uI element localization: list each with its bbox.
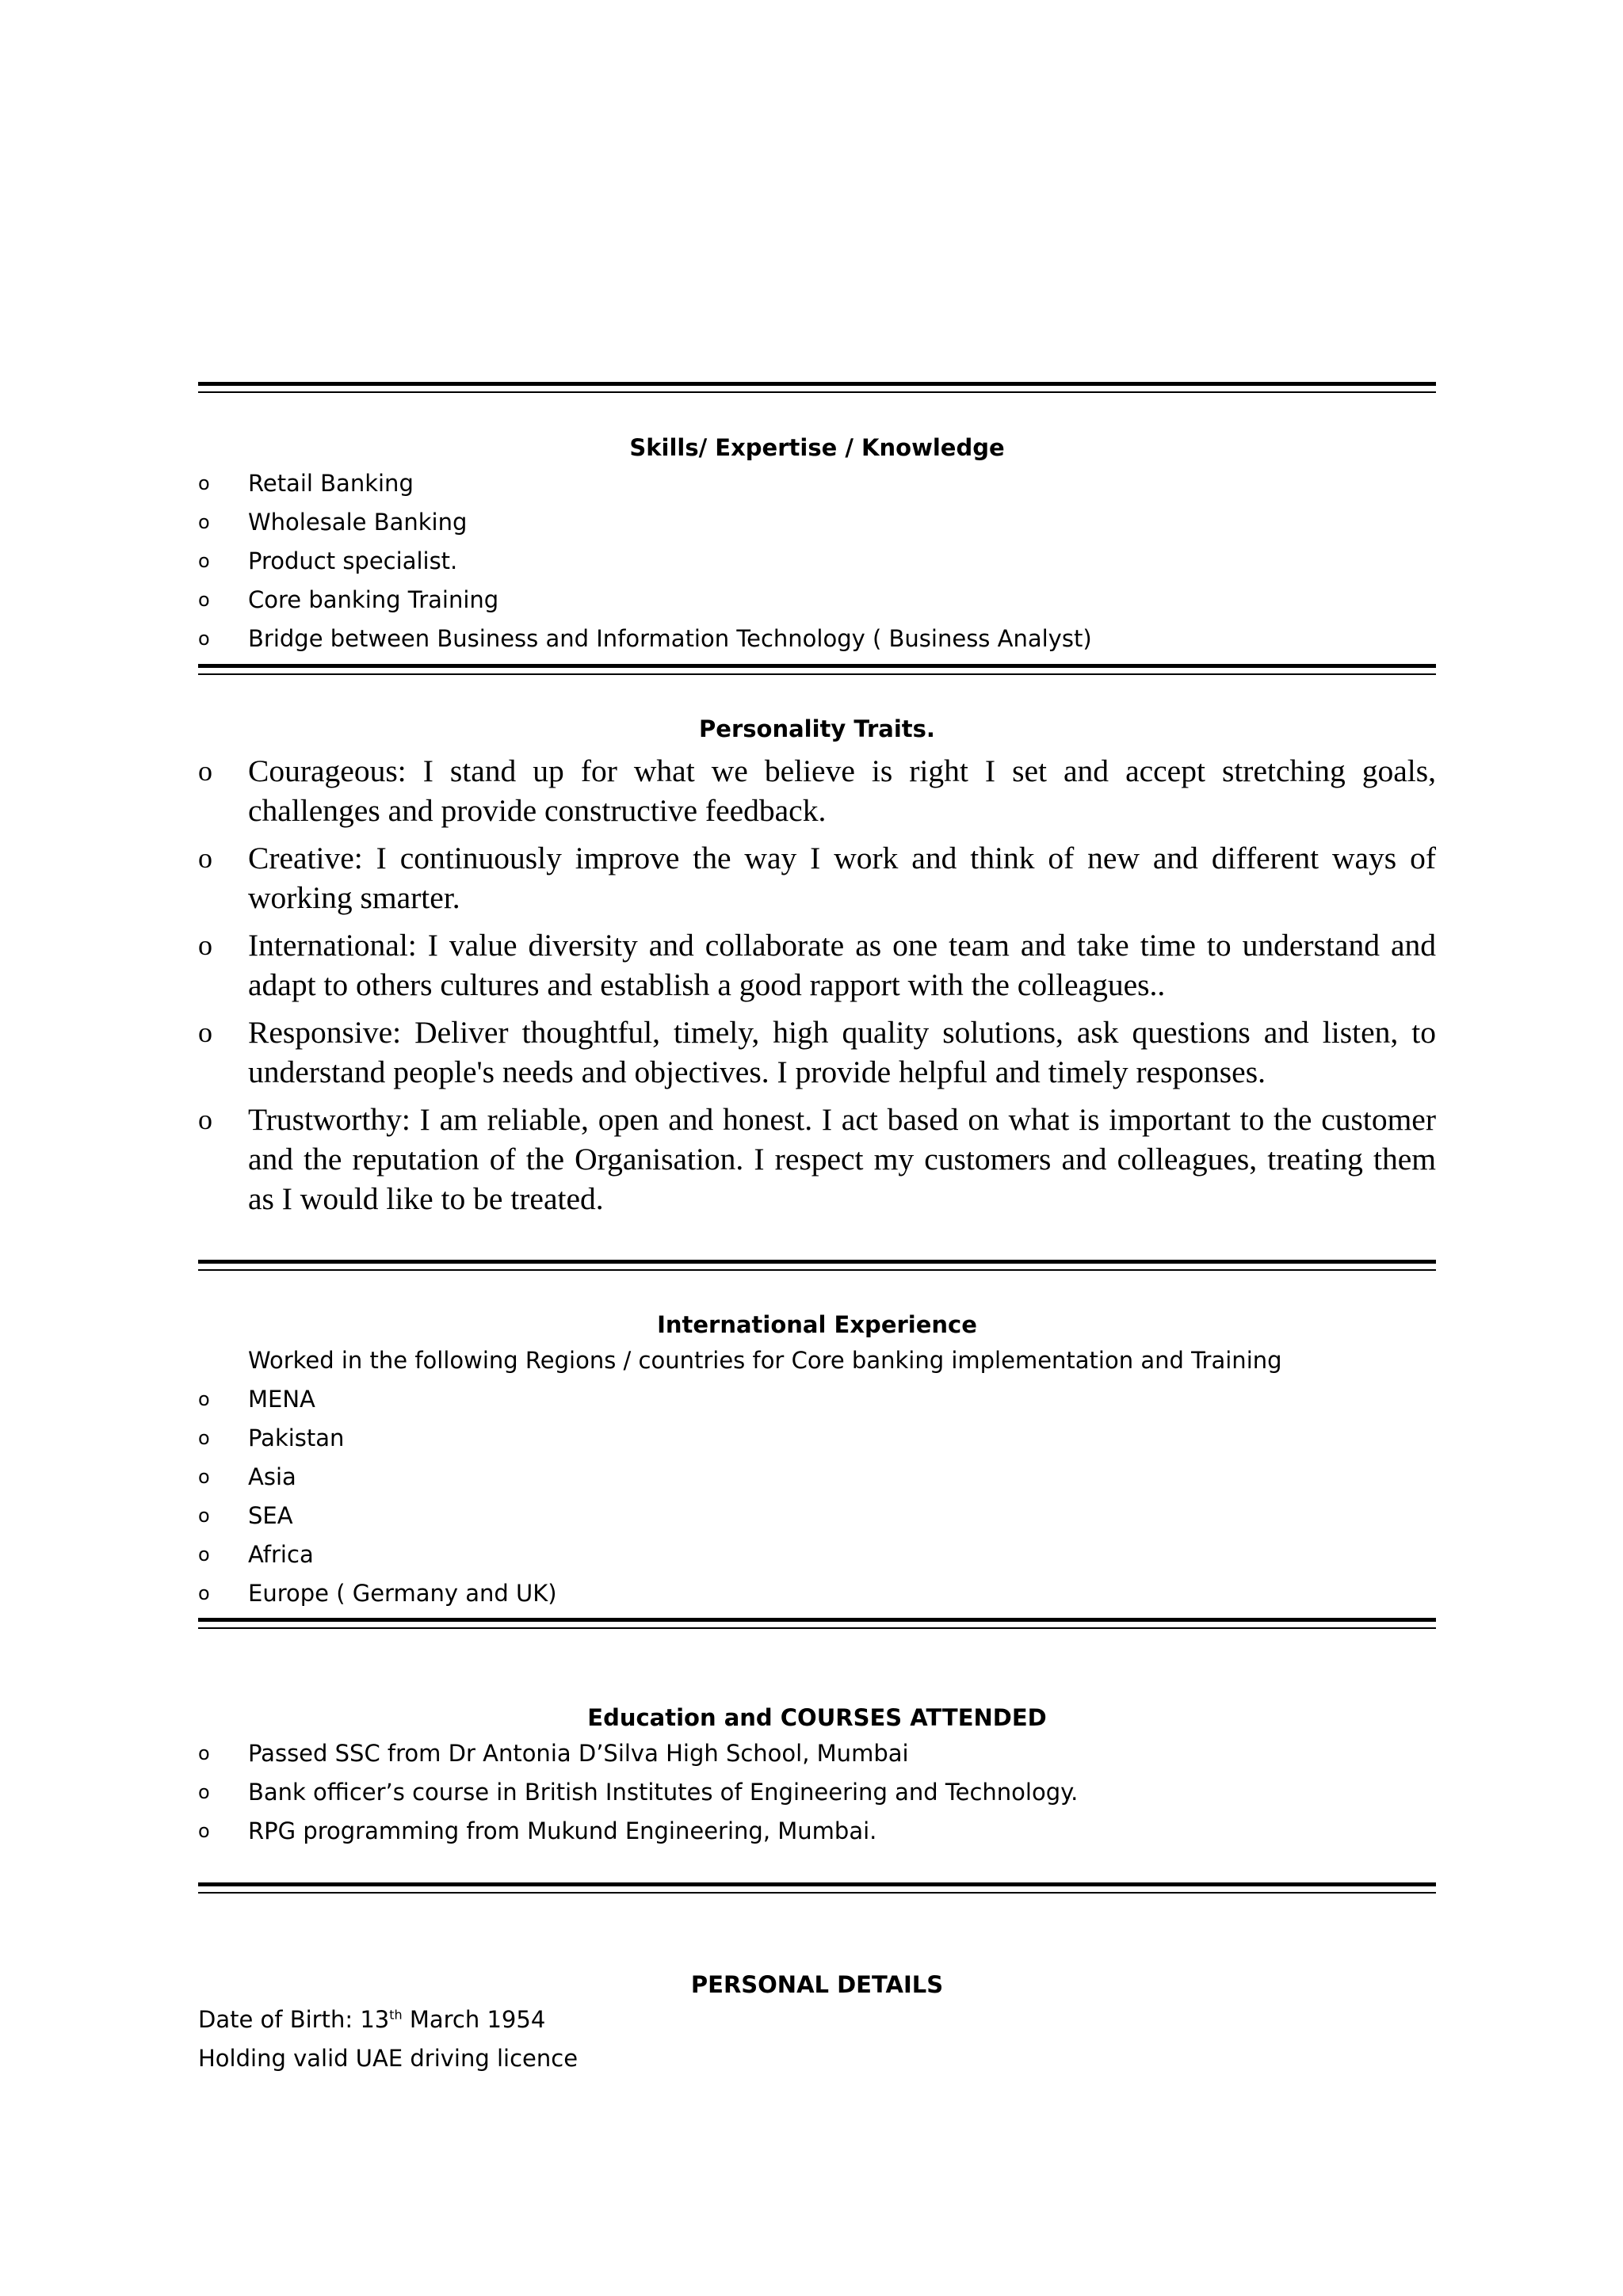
education-list [198, 1734, 1436, 1851]
bullet-icon: o [198, 755, 212, 787]
list-item: o Core banking Training [198, 581, 1436, 620]
bullet-icon: o [198, 1820, 210, 1842]
personality-list [198, 751, 1436, 1226]
bullet-icon: o [198, 1582, 210, 1604]
section-divider [198, 1618, 1436, 1629]
list-item: o SEA [198, 1497, 1436, 1535]
bullet-icon: o [198, 1505, 210, 1527]
international-heading: International Experience [657, 1311, 977, 1338]
bullet-icon: o [198, 472, 210, 494]
list-item: o MENA [198, 1380, 1436, 1419]
bullet-icon: o [198, 842, 212, 874]
bullet-icon: o [198, 1466, 210, 1488]
bullet-icon: o [198, 1781, 210, 1803]
list-item: o Trustworthy: I am reliable, open and honest. I act based on what is important to the customer and the reputation of the Organisation. I respect my customers and colleagues, treating them as I would like to be treated. [198, 1100, 1436, 1219]
bullet-icon: o [198, 550, 210, 572]
section-divider [198, 382, 1436, 393]
list-item: o Product specialist. [198, 542, 1436, 581]
list-item: o Passed SSC from Dr Antonia D’Silva High School, Mumbai [198, 1734, 1436, 1773]
bullet-icon: o [198, 1427, 210, 1449]
bullet-icon: o [198, 1543, 210, 1566]
personality-heading: Personality Traits. [699, 715, 935, 742]
section-divider [198, 664, 1436, 675]
bullet-icon: o [198, 1104, 212, 1135]
list-item: o Europe ( Germany and UK) [198, 1574, 1436, 1613]
bullet-icon: o [198, 1742, 210, 1764]
list-item: o Creative: I continuously improve the way I work and think of new and different ways of working smarter. [198, 838, 1436, 917]
personal-heading: PERSONAL DETAILS [690, 1971, 944, 1998]
skills-list [198, 464, 1436, 658]
list-item: o Retail Banking [198, 464, 1436, 503]
section-divider [198, 1260, 1436, 1271]
section-divider [198, 1882, 1436, 1894]
list-item: o Wholesale Banking [198, 503, 1436, 542]
bullet-icon: o [198, 589, 210, 611]
list-item: o Bank officer’s course in British Institutes of Engineering and Technology. [198, 1773, 1436, 1812]
list-item: o International: I value diversity and collaborate as one team and take time to understand and adapt to others cultures and establish a good rapport with the colleagues.. [198, 925, 1436, 1005]
list-item: o Pakistan [198, 1419, 1436, 1458]
list-item: o RPG programming from Mukund Engineering, Mumbai. [198, 1812, 1436, 1851]
list-item: o Responsive: Deliver thoughtful, timely, high quality solutions, ask questions and listen, to understand people's needs and objectives. I provide helpful and timely responses. [198, 1013, 1436, 1092]
bullet-icon: o [198, 1016, 212, 1048]
list-item: o Bridge between Business and Information Technology ( Business Analyst) [198, 620, 1436, 658]
international-intro: Worked in the following Regions / countries for Core banking implementation and Training [248, 1347, 1282, 1374]
bullet-icon: o [198, 511, 210, 533]
bullet-icon: o [198, 929, 212, 961]
bullet-icon: o [198, 1388, 210, 1410]
list-item: o Asia [198, 1458, 1436, 1497]
list-item: o Africa [198, 1535, 1436, 1574]
education-heading: Education and COURSES ATTENDED [587, 1704, 1047, 1731]
international-list [198, 1380, 1436, 1613]
list-item: o Courageous: I stand up for what we believe is right I set and accept stretching goals, challenges and provide constructive feedback. [198, 751, 1436, 830]
driving-licence: Holding valid UAE driving licence [198, 2045, 579, 2072]
bullet-icon: o [198, 627, 210, 650]
date-of-birth: Date of Birth: 13th March 1954 [198, 2006, 546, 2033]
skills-heading: Skills/ Expertise / Knowledge [629, 434, 1005, 461]
